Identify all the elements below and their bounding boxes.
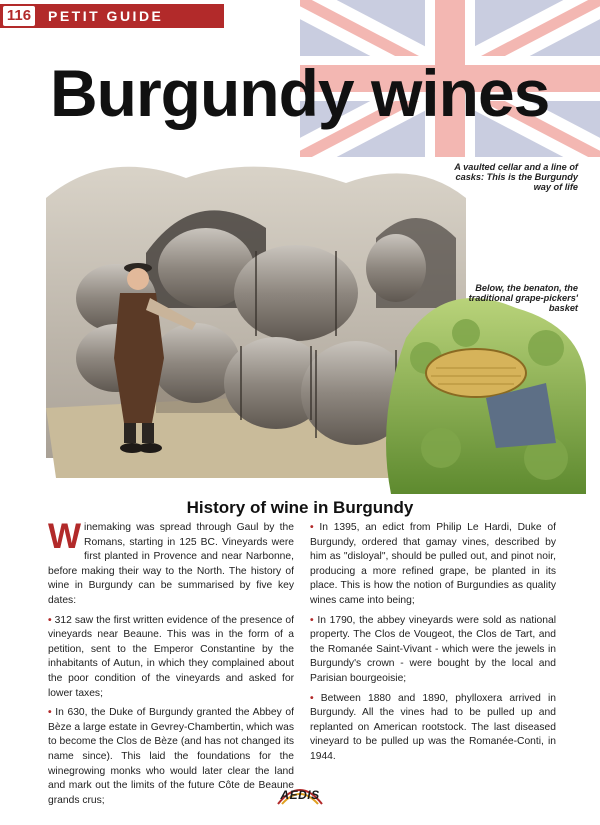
list-item-text: 312 saw the first written evidence of the presence of vineyards near Beaune. This was in the form of a petition, sent to the Emperor Constantine by the inhabitants of Autun, in which they complained about the poor condition of the vineyards and asked for lower taxes;: [48, 614, 294, 699]
page-title: Burgundy wines: [50, 56, 550, 130]
page-number: 116: [3, 6, 35, 26]
list-item: [48, 706, 294, 808]
header-bar: [0, 4, 224, 28]
list-item-text: In 1790, the abbey vineyards were sold as national property. The Clos de Vougeot, the Clos de Tart, and the Romanée Saint-Vivant - which were the jewels in Burgundy's crown - were bought by the local and Parisian bourgeoisie;: [310, 614, 556, 684]
list-item-text: In 1395, an edict from Philip Le Hardi, Duke of Burgundy, ordered that gamay vines, described by him as "disloyal", should be pulled out, and pinot noir, producing a more refined grape, be planted in its place. This is how the notion of Burgundies as quality wines came into being;: [310, 522, 556, 606]
caption-benaton: Below, the benaton, the traditional grape-pickers' basket: [468, 283, 578, 313]
section-title: History of wine in Burgundy: [186, 498, 414, 517]
bullet-icon: •: [48, 614, 52, 626]
drop-cap: W: [48, 517, 82, 556]
series-label: PETIT GUIDE: [48, 8, 164, 24]
list-item-text: Between 1880 and 1890, phylloxera arrived in Burgundy. All the vines had to be pulled up and replanted on American rootstock. The last diseased vineyard to be pulled up was the Romanée-Conti, in 1944.: [310, 692, 556, 762]
bullet-icon: •: [48, 707, 52, 719]
list-item: [310, 521, 556, 609]
list-item: [310, 692, 556, 765]
list-item: [48, 614, 294, 702]
list-item: [310, 614, 556, 687]
intro-paragraph: [48, 517, 294, 609]
left-column: [48, 517, 294, 813]
right-column: [310, 521, 556, 770]
intro-text: inemaking was spread through Gaul by the Romans, starting in 125 BC. Vineyards were first planted in Provence and near Narbonne, before making their way to the North. The history of wine in Burgundy can be summarised by five key dates:: [48, 522, 294, 606]
publisher-name: AEDIS: [280, 788, 320, 802]
bullet-icon: •: [310, 692, 314, 704]
bullet-icon: •: [310, 522, 314, 533]
publisher-logo: [272, 782, 328, 808]
bullet-icon: •: [310, 614, 314, 626]
caption-cellar: A vaulted cellar and a line of casks: This is the Burgundy way of life: [454, 162, 578, 192]
list-item-text: In 630, the Duke of Burgundy granted the Abbey of Bèze a large estate in Gevrey-Chambertin, which was to become the Clos de Bèze (and has not changed its name since). This laid the foundations for the winegrowing monks who would later clear the land and mark out the limits of the future Côte de Beaune grands crus;: [48, 707, 294, 806]
cellar-illustration: [46, 158, 586, 494]
